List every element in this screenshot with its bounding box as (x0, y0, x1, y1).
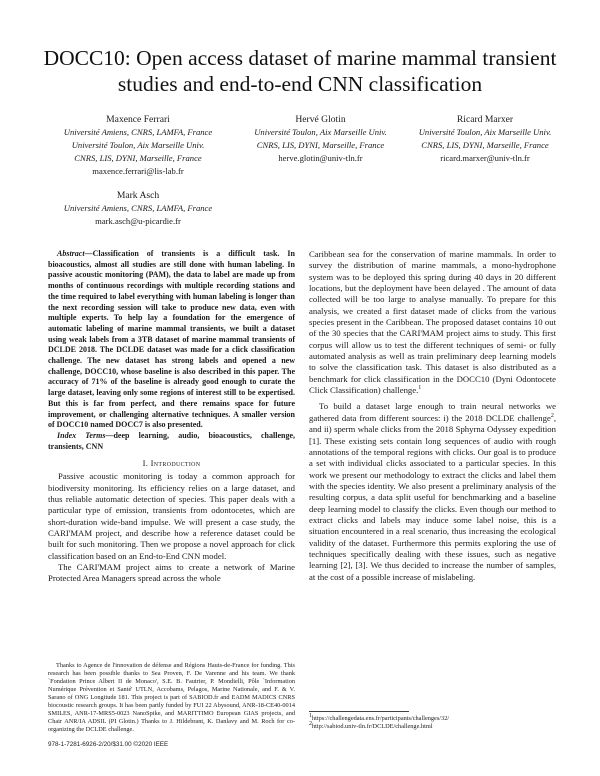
author-affiliation: Université Toulon, Aix Marseille Univ. (254, 127, 387, 137)
author-affiliation: Université Toulon, Aix Marseille Univ. (71, 140, 205, 150)
section-heading (48, 458, 295, 468)
footnote-link[interactable]: https://challengedata.ens.fr/participants/challenges/32/ (312, 715, 450, 722)
author-affiliation: CNRS, LIS, DYNI, Marseille, France (256, 140, 385, 150)
author-affiliation: CNRS, LIS, DYNI, Marseille, France (74, 153, 202, 163)
author-name: Hervé Glotin (295, 114, 346, 125)
author-block (395, 113, 575, 165)
index-terms (48, 431, 295, 452)
abstract-text: —Classification of transients is a difficult task. In bioacoustics, almost all studies are still done with human labeling. In passive acoustic monitoring (PAM), the data to label are made up from months of continuous recordings with multiple recording stations and the time required to label everything with human labeling is longer than the next recording session will take to produce new data, even with multiple experts. To help lay a foundation for the emergence of automatic labeling of marine mammal transients, we built a dataset using weak labels from a 3TB dataset of marine mammal transients of DCLDE 2018. The DCLDE dataset was made for a click classification challenge. The new dataset has strong labels and opened a new challenge, DOCC10, whose baseline is also described in this paper. The accuracy of 71% of the baseline is already good enough to curate the large dataset, leaving only some regions of interest still to be expertised. But this is far from perfect, and there remains space for future improvement, or challenging alternative techniques. A smaller version of DOCC10 named DOCC7 is also presented. (48, 249, 295, 430)
author-affiliation: Université Amiens, CNRS, LAMFA, France (63, 203, 213, 213)
author-block (228, 113, 413, 165)
author-name: Mark Asch (116, 190, 160, 201)
body-paragraph (309, 249, 556, 396)
index-terms-label: Index Terms (57, 430, 106, 440)
intro-paragraph: The CARI'MAM project aims to create a network of Marine Protected Area Managers spread across the whole (48, 562, 295, 584)
footnote-mark: 1 (309, 712, 312, 719)
author-email: herve.glotin@univ-tln.fr (278, 153, 363, 163)
section-title: Introduction (150, 458, 201, 469)
body-text: To build a dataset large enough to train neural networks we gathered data from different sources: i) the 2018 DCLDE challenge (309, 401, 556, 423)
author-affiliation: Université Toulon, Aix Marseille Univ. (418, 127, 552, 137)
author-email: maxence.ferrari@lis-lab.fr (92, 166, 184, 176)
abstract-label: Abstract (57, 249, 85, 258)
footnote-marker: 2 (550, 412, 554, 419)
footnote-link[interactable]: http://sabiod.univ-tln.fr/DCLDE/challenge.html (312, 723, 433, 730)
copyright-line: 978-1-7281-6926-2/20/$31.00 ©2020 IEEE (48, 741, 169, 748)
author-email: ricard.marxer@univ-tln.fr (440, 153, 530, 163)
author-name: Ricard Marxer (456, 114, 514, 125)
abstract (48, 249, 295, 431)
footnote (309, 720, 556, 731)
author-block (48, 189, 228, 228)
right-column (309, 249, 556, 583)
section-number: I. (142, 458, 149, 469)
left-column (48, 249, 295, 585)
index-terms-text: —deep learning, audio, bioacoustics, challenge, transients, CNN (48, 430, 295, 451)
paper-title: DOCC10: Open access dataset of marine mammal transient studies and end-to-end CNN classification (43, 46, 557, 96)
footnote-marker: 1 (418, 385, 422, 392)
acknowledgement-note: Thanks to Agence de l'innovation de défense and Régions Hauts-de-France for funding. This research has been possible thanks to Sea Proven, F. De Varenne and his team. We thank `Fondation Prince Albert II de Monaco', S.E. B. Fautrier, P. Mondielli, Pôle `Information Numérique Prévention et Santé' UTLN, Accobams, Pelagos, Marine Nationale, and F. & V. Sarano of ONG Longitude 181. This project is part of SABIOD.fr and EADM MADICS CNRS biocoustic research groups. It has been partly funded by FUI 22 Abysound, ANR-18-CE40-0014 SMILES, ANR-17-MRS5-0023 NanoSpike, and MARITTIMO European GIAS projects, and Chair ANR/IA ADSIL (PI Glotin.) Thanks to J. Hildebrant, K. Danlavy and M. Roch for co-organizing the DCLDE challenge. (48, 662, 295, 733)
intro-paragraph: Passive acoustic monitoring is today a common approach for biodiversity monitoring. Its efficiency relies on a large dataset, and thus reliable automatic detection of species. This paper deals with a particular type of emission, transients from odontocetes, which are short-duration wide-band impulse. We will present a case study, the CARI'MAM project, and describe how a reference dataset could be built for such monitoring. Then we propose a novel approach for click classification based on an End-to-End CNN model. (48, 471, 295, 561)
author-affiliation: CNRS, LIS, DYNI, Marseille, France (421, 140, 549, 150)
author-block (48, 113, 228, 178)
footnotes (309, 711, 556, 731)
author-email: mark.asch@u-picardie.fr (95, 216, 181, 226)
footnote-mark: 2 (309, 720, 312, 727)
body-text: Caribbean sea for the conservation of marine mammals. In order to survey the distribution of marine mammals, a mono-hydrophone system was to be deployed this spring during 40 days in 20 different locations, but the deployment have been delayed . The amount of data collected will be too large to analyse manually. To prepare for this analysis, we created a first dataset made of clicks from the various species present in the Caribbean. The proposed dataset contains 10 out of the 30 species that the CARI'MAM project aims to study. This first corpus will allow us to test the different techniques of semi- or fully automated analysis as well as train preliminary deep learning models to solve the classification task. This dataset is also distributed as a benchmark for click classification in the DOCC10 (Dyni Odontocete Click Classification) challenge. (309, 249, 556, 396)
author-affiliation: Université Amiens, CNRS, LAMFA, France (63, 127, 213, 137)
footnote (309, 712, 556, 723)
footnote-rule (309, 711, 409, 712)
body-paragraph (309, 401, 556, 583)
author-name: Maxence Ferrari (106, 114, 170, 125)
body-text: , and ii) sperm whale clicks from the 2018 Sphyrna Odyssey expedition [1]. These existing sets contain long sequences of audio with rough annotations of the temporal regions with clicks. Our goal is to produce a set with individual clicks associated to a particular species. In this work we present our methodology to extract the clicks and label them with the species identity. We also present a preliminary analysis of the resulting corpus, a data split useful for benchmarking and a baseline deep learning model to classify the clicks. Even though our method to extract clicks and labels may induce some label noise, this is a situation encountered in a real scenario, thus increasing the ecological validity of the dataset. Furthermore this permits exploring the use of techniques specifically dealing with these issues, such as negative learning [2], [3]. We thus decided to increase the number of samples, at the cost of a possible increase of mislabeling. (309, 412, 556, 582)
